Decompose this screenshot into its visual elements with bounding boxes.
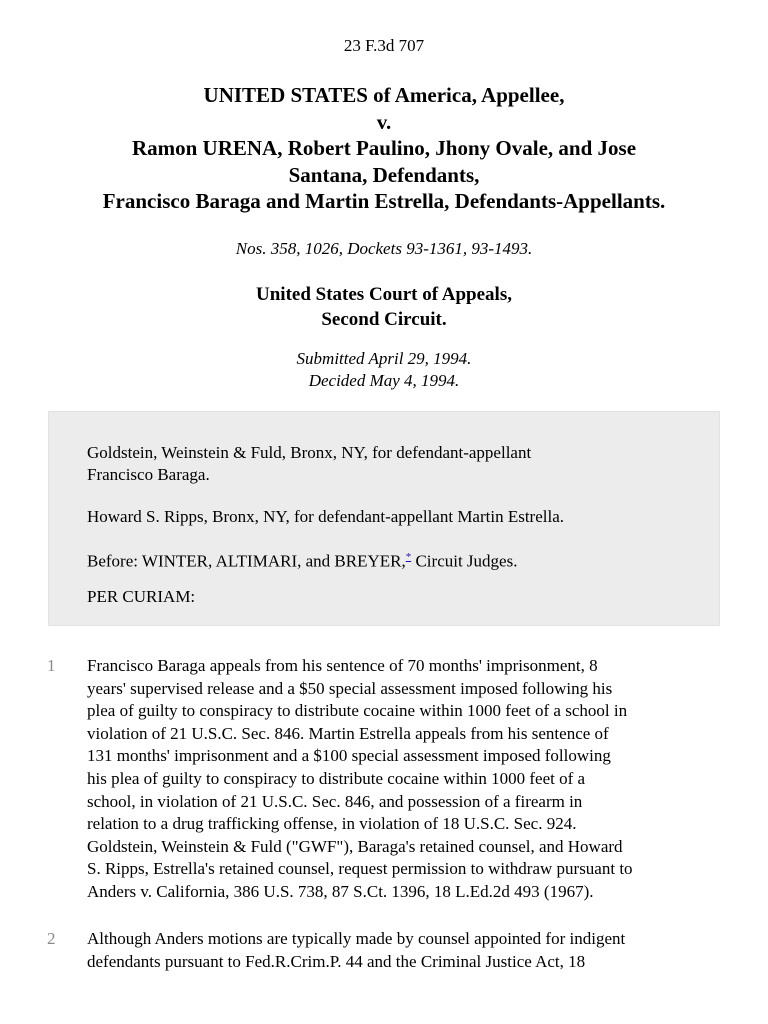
paragraph-line: defendants pursuant to Fed.R.Crim.P. 44 and the Criminal Justice Act, 18 [87,951,586,971]
case-citation: 23 F.3d 707 [343,36,425,55]
counsel-baraga-line-1: Goldstein, Weinstein & Fuld, Bronx, NY, for defendant-appellant [87,443,532,462]
paragraph-text [87,928,737,973]
paragraph-line: Anders v. California, 386 U.S. 738, 87 S.Ct. 1396, 18 L.Ed.2d 493 (1967). [87,881,594,901]
caption-line-defendants-2: Santana, Defendants, [288,162,480,187]
submitted-date: Submitted April 29, 1994. [296,349,472,368]
paragraph-line: S. Ripps, Estrella's retained counsel, request permission to withdraw pursuant to [87,859,633,879]
paragraph-line: school, in violation of 21 U.S.C. Sec. 846, and possession of a firearm in [87,791,583,811]
paragraph-line: violation of 21 U.S.C. Sec. 846. Martin Estrella appeals from his sentence of [87,723,609,743]
counsel-estrella: Howard S. Ripps, Bronx, NY, for defendant-appellant Martin Estrella. [87,507,565,526]
footnote-link[interactable]: * [405,551,412,563]
paragraph-line: his plea of guilty to conspiracy to distribute cocaine within 1000 feet of a [87,768,586,788]
paragraph-number: 2 [47,929,56,948]
per-curiam-label: PER CURIAM: [87,587,196,606]
paragraph-line: 131 months' imprisonment and a $100 special assessment imposed following [87,746,611,766]
paragraph-line: relation to a drug trafficking offense, in violation of 18 U.S.C. Sec. 924. [87,814,577,834]
panel-judges-suffix: Circuit Judges. [411,551,518,571]
counsel-baraga-line-2: Francisco Baraga. [87,465,210,484]
court-name-line-2: Second Circuit. [321,309,447,330]
paragraph-text [87,655,737,904]
caption-line-appellee: UNITED STATES of America, Appellee, [203,83,565,107]
caption-line-defendants-1: Ramon URENA, Robert Paulino, Jhony Ovale, and Jose [131,136,637,160]
court-name [0,282,768,332]
paragraph-line: plea of guilty to conspiracy to distribute cocaine within 1000 feet of a school in [87,701,628,721]
paragraph-line: Francisco Baraga appeals from his sentence of 70 months' imprisonment, 8 [87,656,598,675]
court-name-line-1: United States Court of Appeals, [256,284,512,305]
caption-line-versus: v. [376,109,392,134]
docket-numbers: Nos. 358, 1026, Dockets 93-1361, 93-1493. [235,239,533,258]
paragraph-line: Goldstein, Weinstein & Fuld ("GWF"), Baraga's retained counsel, and Howard [87,836,623,856]
counsel-baraga [87,442,687,486]
panel-judges-prefix: Before: WINTER, ALTIMARI, and BREYER, [87,551,406,571]
counsel-box [48,411,720,626]
case-caption [0,82,768,215]
paragraph-line: years' supervised release and a $50 special assessment imposed following his [87,678,613,698]
case-dates [0,348,768,392]
paragraph-number: 1 [47,656,56,675]
decided-date: Decided May 4, 1994. [308,371,460,390]
panel-judges [87,545,687,573]
paragraph-line: Although Anders motions are typically made by counsel appointed for indigent [87,929,626,948]
caption-line-appellants: Francisco Baraga and Martin Estrella, Defendants-Appellants. [102,189,666,213]
